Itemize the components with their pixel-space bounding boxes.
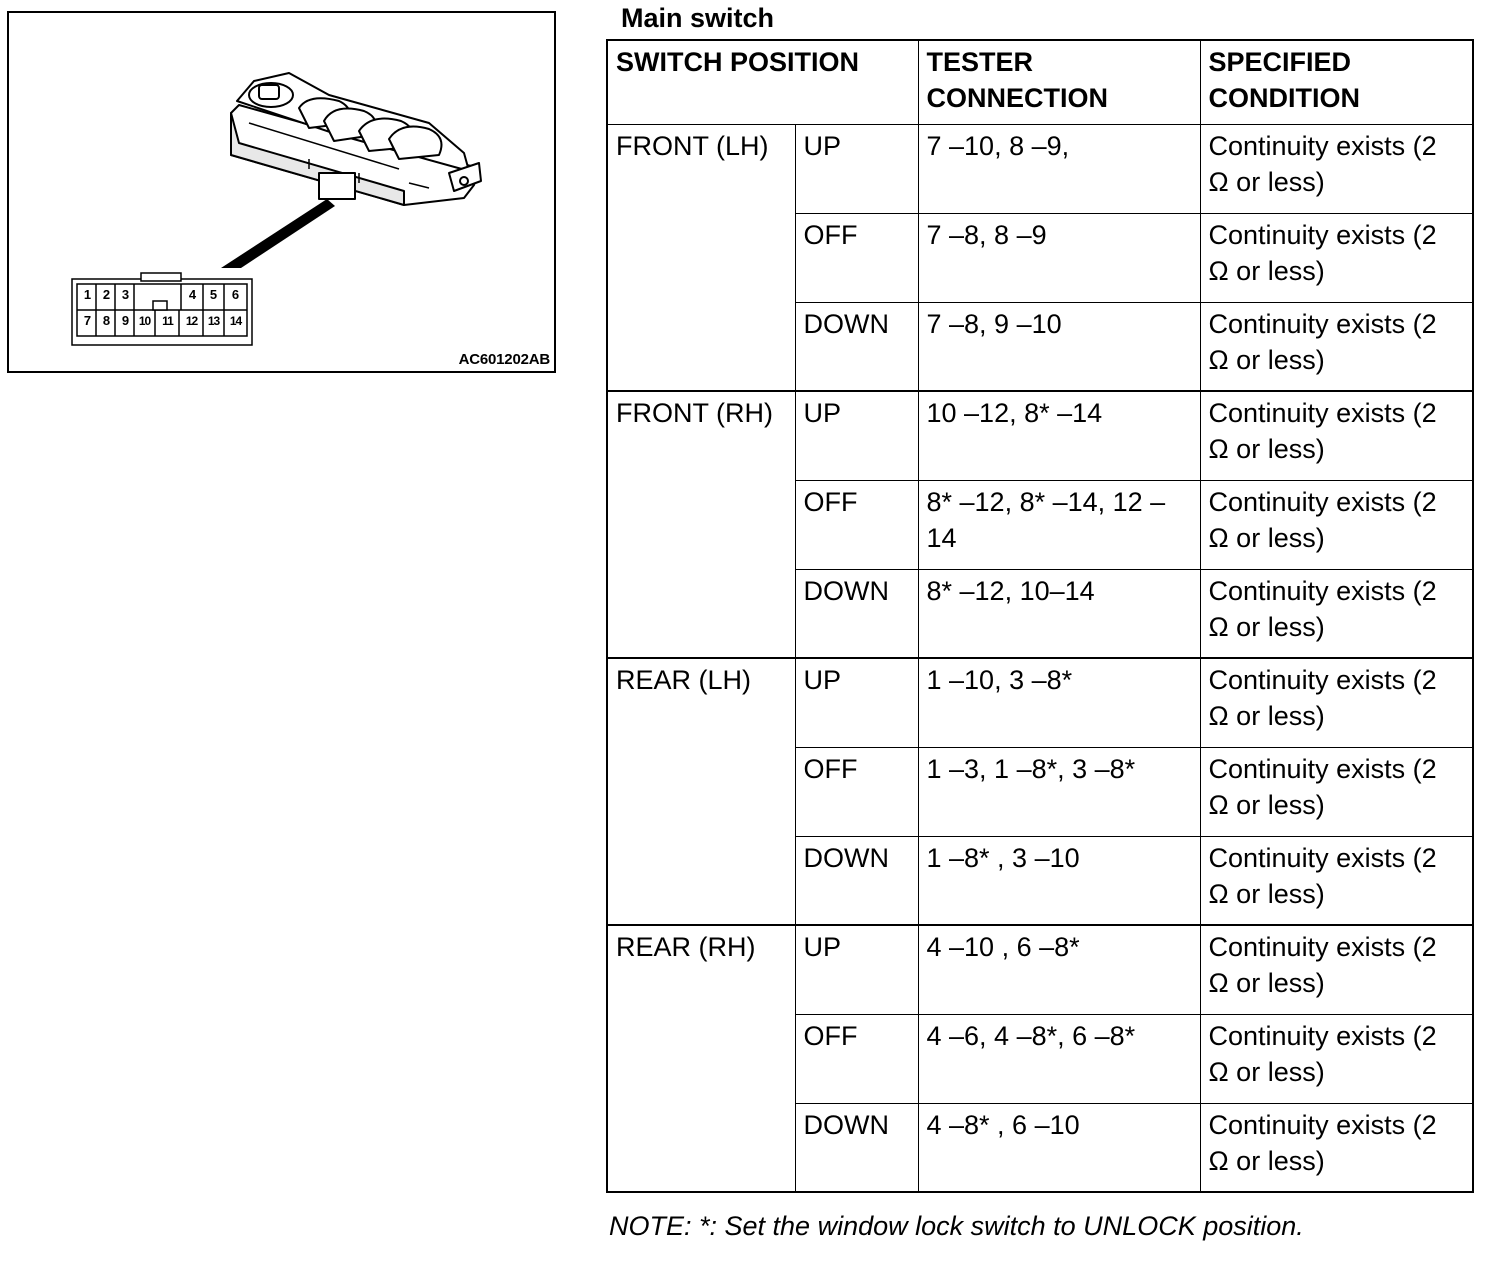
footnote: NOTE: *: Set the window lock switch to UNLOCK position.	[609, 1211, 1304, 1241]
switch-group-cell: FRONT (RH)	[607, 391, 795, 658]
table-row	[607, 925, 1473, 1014]
specified-condition-cell: Continuity exists (2 Ω or less)	[1200, 836, 1473, 925]
pin-label: 9	[121, 313, 130, 328]
position-cell: OFF	[795, 747, 918, 836]
pin-label: 12	[185, 314, 198, 328]
switch-group-cell: REAR (RH)	[607, 925, 795, 1192]
position-cell: OFF	[795, 1014, 918, 1103]
tester-connection-cell: 10 –12, 8* –14	[918, 391, 1200, 480]
position-cell: DOWN	[795, 569, 918, 658]
pin-label: 14	[229, 314, 242, 328]
specified-condition-cell: Continuity exists (2 Ω or less)	[1200, 213, 1473, 302]
tester-connection-cell: 8* –12, 8* –14, 12 –14	[918, 480, 1200, 569]
tester-connection-cell: 4 –6, 4 –8*, 6 –8*	[918, 1014, 1200, 1103]
position-cell: UP	[795, 658, 918, 747]
tester-connection-cell: 7 –8, 8 –9	[918, 213, 1200, 302]
pin-label: 7	[83, 313, 92, 328]
table-row	[607, 658, 1473, 747]
specified-condition-cell: Continuity exists (2 Ω or less)	[1200, 747, 1473, 836]
table-header-row	[607, 40, 1473, 124]
tester-connection-cell: 7 –10, 8 –9,	[918, 124, 1200, 213]
tester-connection-cell: 1 –8* , 3 –10	[918, 836, 1200, 925]
pin-label: 8	[102, 313, 111, 328]
switch-group-cell: FRONT (LH)	[607, 124, 795, 391]
tester-connection-cell: 4 –10 , 6 –8*	[918, 925, 1200, 1014]
table-row	[607, 124, 1473, 213]
tester-connection-cell: 8* –12, 10–14	[918, 569, 1200, 658]
tester-connection-cell: 7 –8, 9 –10	[918, 302, 1200, 391]
tester-connection-cell: 4 –8* , 6 –10	[918, 1103, 1200, 1192]
pin-label: 2	[102, 287, 111, 302]
pin-label: 10	[138, 314, 151, 328]
position-cell: UP	[795, 124, 918, 213]
position-cell: UP	[795, 391, 918, 480]
specified-condition-cell: Continuity exists (2 Ω or less)	[1200, 569, 1473, 658]
position-cell: OFF	[795, 480, 918, 569]
section-heading: Main switch	[621, 3, 775, 33]
pin-label: 13	[207, 314, 220, 328]
specified-condition-cell: Continuity exists (2 Ω or less)	[1200, 1103, 1473, 1192]
figure-code: AC601202AB	[458, 351, 550, 368]
pin-label: 1	[83, 287, 92, 302]
position-cell: UP	[795, 925, 918, 1014]
pin-label: 11	[162, 314, 173, 328]
table-row	[607, 391, 1473, 480]
pin-label: 5	[209, 287, 218, 302]
switch-illustration	[7, 11, 556, 373]
position-cell: DOWN	[795, 302, 918, 391]
pin-label: 3	[121, 287, 130, 302]
specified-condition-cell: Continuity exists (2 Ω or less)	[1200, 391, 1473, 480]
tester-connection-cell: 1 –3, 1 –8*, 3 –8*	[918, 747, 1200, 836]
specified-condition-cell: Continuity exists (2 Ω or less)	[1200, 302, 1473, 391]
table-body	[607, 124, 1473, 1192]
specified-condition-cell: Continuity exists (2 Ω or less)	[1200, 1014, 1473, 1103]
specified-condition-cell: Continuity exists (2 Ω or less)	[1200, 480, 1473, 569]
specified-condition-cell: Continuity exists (2 Ω or less)	[1200, 124, 1473, 213]
position-cell: OFF	[795, 213, 918, 302]
position-cell: DOWN	[795, 1103, 918, 1192]
pin-label: 6	[231, 287, 240, 302]
tester-connection-cell: 1 –10, 3 –8*	[918, 658, 1200, 747]
header-tester-connection: TESTER CONNECTION	[918, 40, 1200, 124]
switch-group-cell: REAR (LH)	[607, 658, 795, 925]
header-specified-condition: SPECIFIED CONDITION	[1200, 40, 1473, 124]
switch-continuity-table	[606, 39, 1474, 1193]
position-cell: DOWN	[795, 836, 918, 925]
header-switch-position: SWITCH POSITION	[607, 40, 918, 124]
pin-label: 4	[188, 287, 197, 302]
specified-condition-cell: Continuity exists (2 Ω or less)	[1200, 925, 1473, 1014]
specified-condition-cell: Continuity exists (2 Ω or less)	[1200, 658, 1473, 747]
